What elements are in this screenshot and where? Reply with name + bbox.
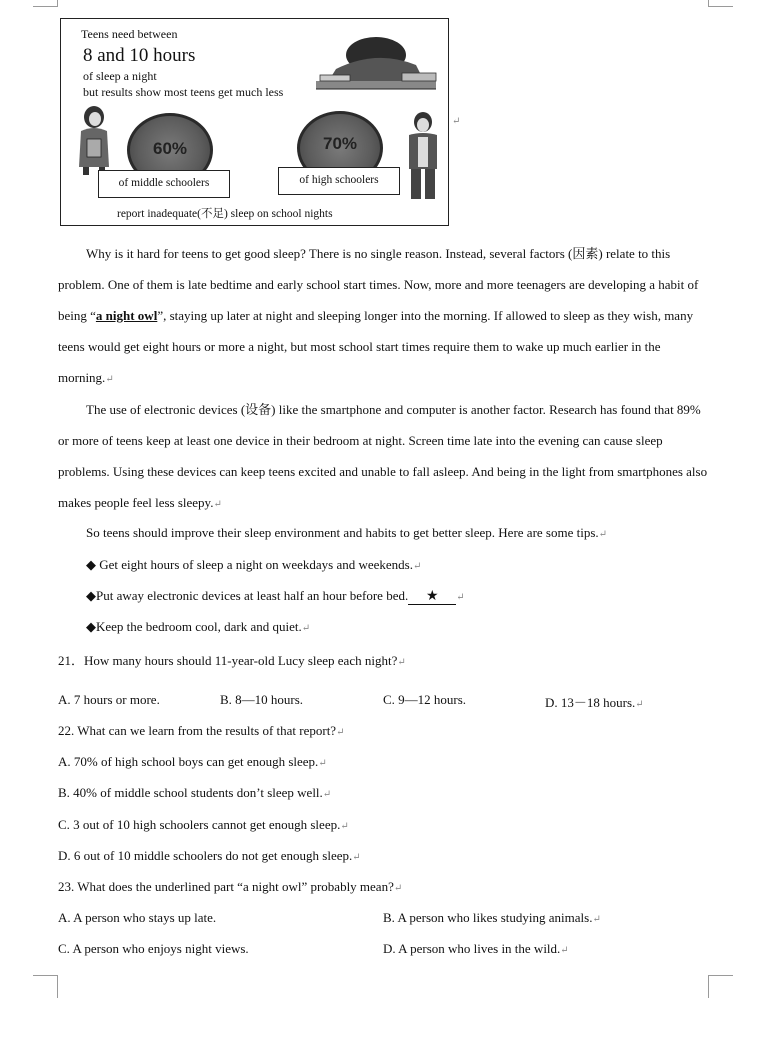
paragraph-mark: ↵ [105,374,114,385]
figure-bottom-caption: report inadequate(不足) sleep on school nights [117,208,333,220]
page-corner-mark [33,975,58,998]
option-22-a[interactable] [58,754,327,770]
paragraph-mark: ↵ [393,883,403,894]
option-21-b[interactable]: B. 8—10 hours. [220,692,304,707]
page-corner-mark [33,0,58,7]
high-percent: 70% [322,134,358,153]
tip-3 [86,619,310,635]
middle-percent: 60% [152,139,188,158]
figure-line-2: 8 and 10 hours [83,45,196,66]
paragraph-3 [86,525,607,541]
option-22-c-text: C. 3 out of 10 high schoolers cannot get enough sleep. [58,817,341,832]
paragraph-mark: ↵ [635,699,644,710]
page-corner-mark [708,975,733,998]
paragraph-2-text: The use of electronic devices (设备) like the smartphone and computer is another factor. Research has found that 89% or more of teens keep at least one device in their bedroom at night. Screen time late into the evening can cause sleep problems. Using these devices can keep teens excited and unable to fall asleep. And being in the light from smartphones also makes people feel less sleepy. [58,402,708,510]
paragraph-mark: ↵ [352,852,361,863]
option-21-c[interactable]: C. 9—12 hours. [383,692,467,707]
paragraph-mark: ↵ [412,561,422,572]
figure-line-4: but results show most teens get much less [83,85,284,99]
option-22-c[interactable] [58,817,349,833]
paragraph-mark: ↵ [560,945,569,956]
high-label-box: of high schoolers [278,167,400,195]
girl-illustration [75,105,113,175]
tip-2 [86,588,465,605]
option-22-b[interactable] [58,785,331,801]
option-21-d-text: D. 13－18 hours. [545,695,636,710]
option-23-a[interactable]: A. A person who stays up late. [58,910,217,925]
paragraph-3-text: So teens should improve their sleep environment and habits to get better sleep. Here are some tips. [86,525,599,540]
paragraph-mark: ↵ [452,116,461,127]
option-23-d-text: D. A person who lives in the wild. [383,941,561,956]
question-21-text: 21．How many hours should 11-year-old Lucy sleep each night? [58,653,398,668]
figure-line-3: of sleep a night [83,69,157,83]
middle-label-box: of middle schoolers [98,170,230,198]
paragraph-1-text-b: ”, staying up later at night and sleeping longer into the morning. If allowed to sleep as they wish, many teens would get eight hours or more a night, but most school start times require them to wake up much earlier in the morning. [58,308,694,385]
question-22 [58,723,344,739]
paragraph-mark: ↵ [397,657,406,668]
option-22-d-text: D. 6 out of 10 middle schoolers do not get enough sleep. [58,848,353,863]
option-21-a[interactable]: A. 7 hours or more. [58,692,160,707]
option-21-d[interactable] [545,692,644,711]
question-23 [58,879,402,895]
paragraph-1-text-a: Why is it hard for teens to get good sleep? There is no single reason. Instead, several factors (因素) relate to this problem. One of them is late bedtime and early school start times. Now, more and more teenagers are developing a habit of being “ [58,246,699,323]
option-22-b-text: B. 40% of middle school students don’t sleep well. [58,785,323,800]
option-22-a-text: A. 70% of high school boys can get enough sleep. [58,754,319,769]
tip-1-text: ◆ Get eight hours of sleep a night on weekdays and weekends. [86,557,413,572]
paragraph-mark: ↵ [598,529,608,540]
option-23-b[interactable] [383,910,601,926]
paragraph-mark: ↵ [213,499,222,510]
tip-2-text: ◆Put away electronic devices at least half an hour before bed. [86,588,409,603]
option-22-d[interactable] [58,848,361,864]
sleep-infographic [60,18,449,226]
option-23-c[interactable]: C. A person who enjoys night views. [58,941,249,956]
paragraph-mark: ↵ [322,789,332,800]
tip-1 [86,557,421,573]
boy-illustration [403,111,443,201]
question-23-text: 23. What does the underlined part “a night owl” probably mean? [58,879,394,894]
paragraph-mark: ↵ [592,914,601,925]
tip-3-text: ◆Keep the bedroom cool, dark and quiet. [86,619,302,634]
paragraph-mark: ↵ [301,623,311,634]
question-22-text: 22. What can we learn from the results of that report? [58,723,337,738]
option-23-d[interactable] [383,941,569,957]
sleeping-student-illustration [306,29,444,95]
underlined-phrase: a night owl [95,308,158,323]
question-21 [58,650,406,669]
paragraph-mark: ↵ [340,821,349,832]
figure-line-1: Teens need between [81,27,178,41]
page-corner-mark [708,0,733,7]
paragraph-1 [58,238,713,395]
paragraph-mark: ↵ [456,592,465,603]
star-blank: ★ [408,590,456,605]
paragraph-2 [58,394,713,520]
paragraph-mark: ↵ [318,758,327,769]
option-23-b-text: B. A person who likes studying animals. [383,910,593,925]
paragraph-mark: ↵ [336,727,345,738]
